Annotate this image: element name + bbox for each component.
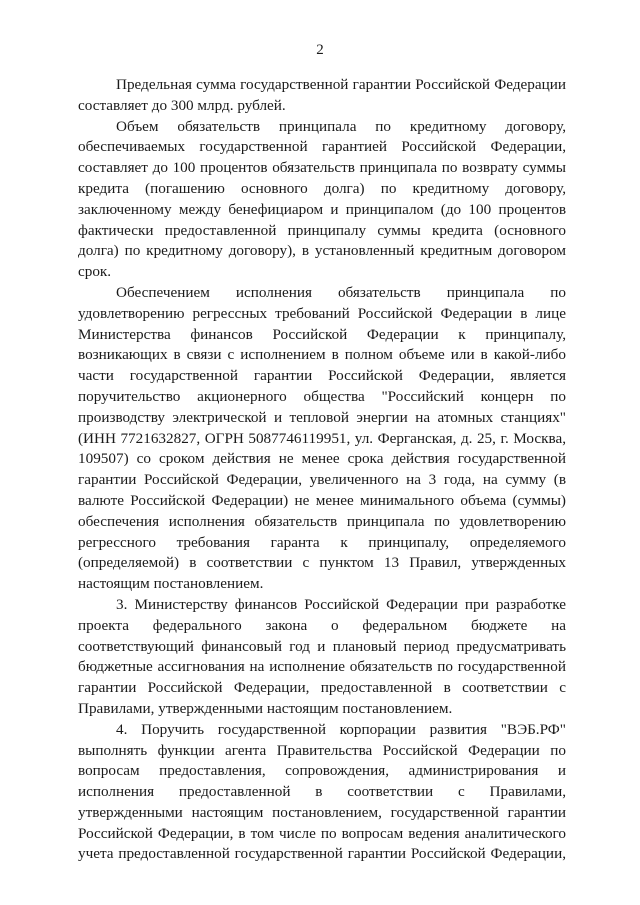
paragraph-item-4-veb: 4. Поручить государственной корпорации развития "ВЭБ.РФ" выполнять функции агента Правительства Российской Федерации по вопросам предоставления, сопровождения, администрирования и исполнения предоставленной в соответствии с Правилами, утвержденными настоящим постановлением, государственной гарантии Российской Федерации, в том числе по вопросам ведения аналитического учета предоставленной государственной гарантии Российской Федерации, — [78, 720, 566, 863]
paragraph-guarantee-amount: Предельная сумма государственной гарантии Российской Федерации составляет до 300 млрд. рублей. — [78, 76, 566, 114]
paragraph-obligations-volume: Объем обязательств принципала по кредитному договору, обеспечиваемых государственной гарантией Российской Федерации, составляет до 100 процентов обязательств принципала по возврату суммы кредита (погашению основного долга) по кредитному договору, заключенному между бенефициаром и принципалом (до 100 процентов фактически предоставленной принципалу суммы кредита (основного долга) по кредитному договору), в установленный кредитным договором срок. — [78, 117, 566, 281]
page-number: 2 — [316, 42, 324, 58]
paragraph-security-surety: Обеспечением исполнения обязательств принципала по удовлетворению регрессных требований Российской Федерации в лице Министерства финансов Российской Федерации к принципалу, возникающих в связи с исполнением в полном объеме или в какой-либо части государственной гарантии Российской Федерации, является поручительство акционерного общества "Российский концерн по производству электрической и тепловой энергии на атомных станциях" (ИНН 7721632827, ОГРН 5087746119951, ул. Ферганская, д. 25, г. Москва, 109507) со сроком действия не менее срока действия государственной гарантии Российской Федерации, увеличенного на 3 года, на сумму (в валюте Российской Федерации) не менее минимального объема (суммы) обеспечения исполнения обязательств принципала по удовлетворению регрессного требования гаранта к принципалу, определяемого (определяемой) в соответствии с пунктом 13 Правил, утвержденных настоящим постановлением. — [78, 283, 566, 593]
document-body — [78, 75, 566, 865]
paragraph-item-3-ministry: 3. Министерству финансов Российской Федерации при разработке проекта федерального закона о федеральном бюджете на соответствующий финансовый год и плановый период предусматривать бюджетные ассигнования на исполнение обязательств по государственной гарантии Российской Федерации, предоставленной в соответствии с Правилами, утвержденными настоящим постановлением. — [78, 595, 566, 717]
